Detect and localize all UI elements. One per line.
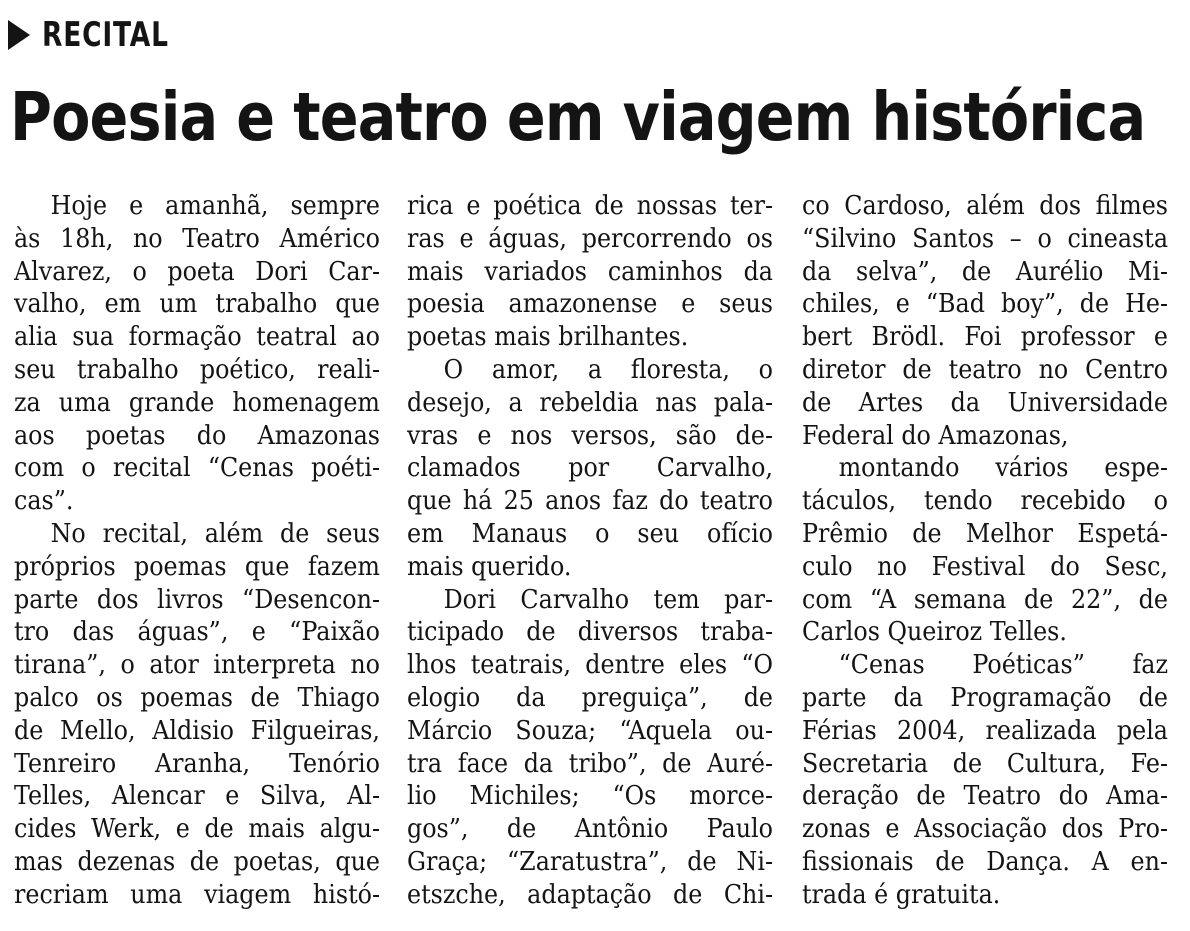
article-text-line: às 18h, no Teatro Américo (14, 223, 380, 254)
article-text-line: Telles, Alencar e Silva, Al- (14, 781, 380, 812)
section-kicker (8, 14, 205, 56)
article-text-line: recriam uma viagem histó- (14, 879, 380, 910)
article-text-line: aos poetas do Amazonas (14, 420, 380, 451)
article-text-line: com o recital “Cenas poéti- (14, 453, 380, 484)
article-text-line: Secretaria de Cultura, Fe- (802, 748, 1168, 779)
article-text-line: culo no Festival do Sesc, (802, 551, 1168, 582)
article-text-line: que há 25 anos faz do teatro (407, 486, 773, 517)
article-text-line: Férias 2004, realizada pela (802, 715, 1168, 746)
article-text-line: “Cenas Poéticas” faz (838, 650, 1168, 681)
article-text-line: com “A semana de 22”, de (802, 584, 1168, 615)
article-text-line: zonas e Associação dos Pro- (802, 814, 1168, 845)
article-text-line: mas dezenas de poetas, que (14, 846, 380, 877)
article-text-line: O amor, a floresta, o (443, 354, 773, 385)
article-text-line: diretor de teatro no Centro (802, 354, 1168, 385)
article-column-2 (407, 190, 773, 912)
article-text-line: fissionais de Dança. A en- (802, 846, 1168, 877)
article-text-line: clamados por Carvalho, (407, 453, 773, 484)
article-text-line: cas”. (14, 486, 74, 517)
article-text-line: lhos teatrais, dentre eles “O (407, 650, 773, 681)
article-text-line: cides Werk, e de mais algu- (14, 814, 380, 845)
article-text-line: alia sua formação teatral ao (14, 322, 380, 353)
article-text-line: mais variados caminhos da (407, 256, 773, 287)
article-text-line: trada é gratuita. (802, 879, 1001, 910)
article-headline: Poesia e teatro em viagem histórica (10, 78, 1146, 156)
article-text-line: poetas mais brilhantes. (407, 322, 689, 353)
article-text-line: Márcio Souza; “Aquela ou- (407, 715, 773, 746)
article-text-line: deração de Teatro do Ama- (802, 781, 1168, 812)
article-text-line: montando vários espe- (838, 453, 1168, 484)
article-text-line: de Mello, Aldisio Filgueiras, (14, 715, 380, 746)
article-text-line: ras e águas, percorrendo os (407, 223, 773, 254)
article-text-line: de Artes da Universidade (802, 387, 1168, 418)
article-text-line: ticipado de diversos traba- (407, 617, 773, 648)
article-text-line: gos”, de Antônio Paulo (407, 814, 773, 845)
article-text-line: parte dos livros “Desencon- (14, 584, 380, 615)
article-text-line: Graça; “Zaratustra”, de Ni- (407, 846, 773, 877)
article-text-line: etszche, adaptação de Chi- (407, 879, 773, 910)
article-text-line: palco os poemas de Thiago (14, 682, 380, 713)
article-column-3 (802, 190, 1168, 912)
article-text-line: tirana”, o ator interpreta no (14, 650, 380, 681)
article-text-line: “Silvino Santos – o cineasta (802, 223, 1168, 254)
article-text-line: Carlos Queiroz Telles. (802, 617, 1067, 648)
article-text-line: seu trabalho poético, reali- (14, 354, 380, 385)
article-text-line: elogio da preguiça”, de (407, 682, 773, 713)
article-text-line: da selva”, de Aurélio Mi- (802, 256, 1168, 287)
article-text-line: bert Brödl. Foi professor e (802, 322, 1168, 353)
article-text-line: za uma grande homenagem (14, 387, 380, 418)
article-text-line: poesia amazonense e seus (407, 289, 773, 320)
article-text-line: valho, em um trabalho que (14, 289, 380, 320)
article-text-line: mais querido. (407, 551, 572, 582)
article-text-line: tro das águas”, e “Paixão (14, 617, 380, 648)
article-text-line: chiles, e “Bad boy”, de He- (802, 289, 1168, 320)
article-text-line: próprios poemas que fazem (14, 551, 380, 582)
article-text-line: Alvarez, o poeta Dori Car- (14, 256, 380, 287)
article-text-line: Dori Carvalho tem par- (443, 584, 773, 615)
article-text-line: tra face da tribo”, de Auré- (407, 748, 773, 779)
article-text-line: parte da Programação de (802, 682, 1168, 713)
article-text-line: Prêmio de Melhor Espetá- (802, 518, 1168, 549)
article-text-line: Federal do Amazonas, (802, 420, 1069, 451)
section-label: RECITAL (42, 15, 169, 55)
article-column-1 (14, 190, 380, 912)
article-text-line: rica e poética de nossas ter- (407, 191, 773, 221)
article-text-line: Hoje e amanhã, sempre (50, 191, 380, 221)
article-text-line: Tenreiro Aranha, Tenório (14, 748, 380, 779)
article-text-line: co Cardoso, além dos filmes (802, 191, 1168, 221)
article-text-line: desejo, a rebeldia nas pala- (407, 387, 773, 418)
article-text-line: lio Michiles; “Os morce- (407, 781, 773, 812)
article-text-line: em Manaus o seu ofício (407, 518, 773, 549)
article-text-line: táculos, tendo recebido o (802, 486, 1168, 517)
triangle-arrow-icon (8, 20, 30, 50)
article-text-line: vras e nos versos, são de- (407, 420, 773, 451)
article-text-line: No recital, além de seus (50, 518, 380, 549)
